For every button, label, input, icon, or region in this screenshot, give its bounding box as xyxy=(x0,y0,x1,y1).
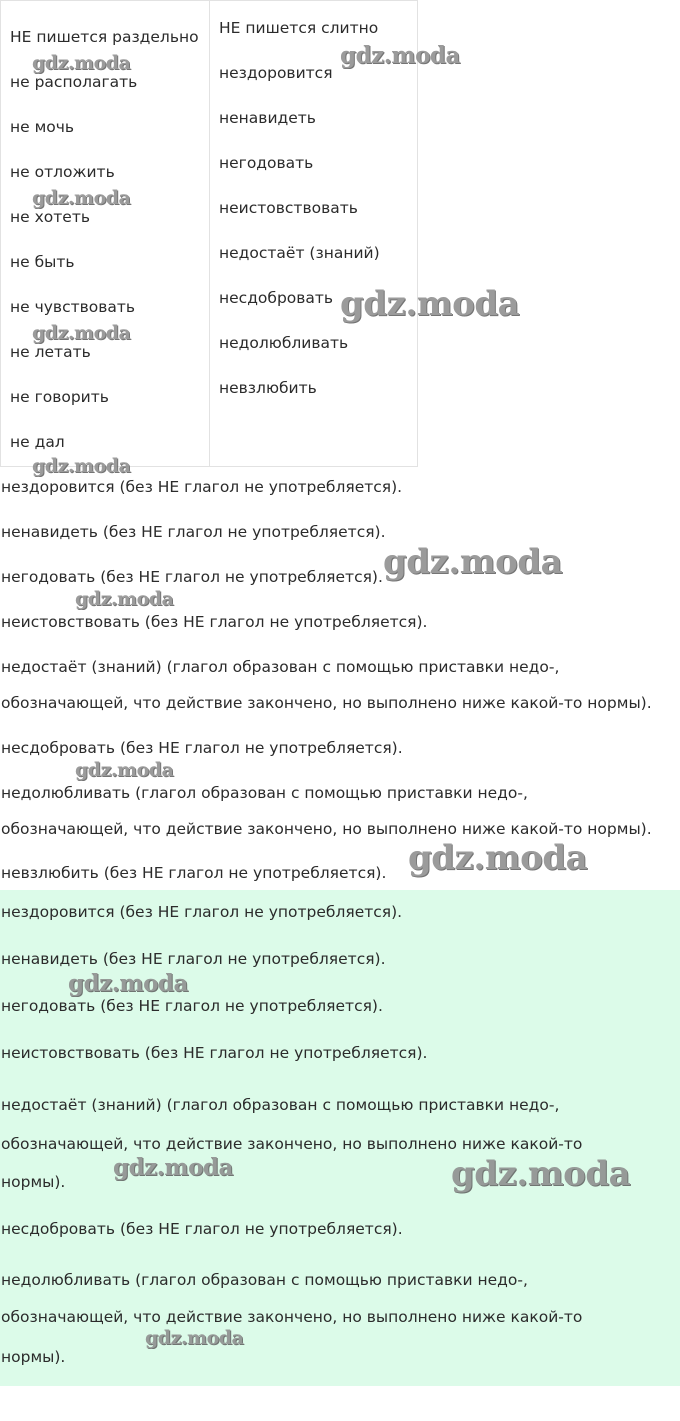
answer-line: негодовать (без НЕ глагол не употребляется). xyxy=(1,997,383,1015)
answer-line: несдобровать (без НЕ глагол не употребляется). xyxy=(1,1220,403,1238)
watermark: gdz.moda xyxy=(32,322,131,344)
explanation-line: неистовствовать (без НЕ глагол не употребляется). xyxy=(1,613,428,631)
table-cell: не хотеть xyxy=(10,208,90,226)
explanation-line: недостаёт (знаний) (глагол образован с помощью приставки недо-, xyxy=(1,658,560,676)
watermark: gdz.moda xyxy=(340,284,520,324)
table-cell: недолюбливать xyxy=(219,334,349,352)
table-cell: негодовать xyxy=(219,154,314,172)
explanation-line: нездоровится (без НЕ глагол не употребляется). xyxy=(1,478,403,496)
table-cell: не говорить xyxy=(10,388,109,406)
table-cell: не быть xyxy=(10,253,75,271)
explanation-line: обозначающей, что действие закончено, но выполнено ниже какой-то нормы). xyxy=(1,820,652,838)
table-cell: не чувствовать xyxy=(10,298,136,316)
table-cell: несдобровать xyxy=(219,289,334,307)
table-cell: не отложить xyxy=(10,163,115,181)
watermark: gdz.moda xyxy=(113,1154,233,1181)
explanation-line: ненавидеть (без НЕ глагол не употребляется). xyxy=(1,523,386,541)
answer-line: неистовствовать (без НЕ глагол не употребляется). xyxy=(1,1044,428,1062)
watermark: gdz.moda xyxy=(145,1327,244,1349)
explanation-line: негодовать (без НЕ глагол не употребляется). xyxy=(1,568,383,586)
watermark: gdz.moda xyxy=(451,1154,631,1194)
explanation-line: несдобровать (без НЕ глагол не употребляется). xyxy=(1,739,403,757)
watermark: gdz.moda xyxy=(32,52,131,74)
table-header-together: НЕ пишется слитно xyxy=(219,19,379,37)
table-header-separate: НЕ пишется раздельно xyxy=(10,28,199,46)
table-cell: неистовствовать xyxy=(219,199,358,217)
answer-line: обозначающей, что действие закончено, но выполнено ниже какой-то xyxy=(1,1135,583,1153)
answer-line: нормы). xyxy=(1,1348,66,1366)
table-cell: нездоровится xyxy=(219,64,333,82)
answer-line: ненавидеть (без НЕ глагол не употребляется). xyxy=(1,950,386,968)
table-cell: недостаёт (знаний) xyxy=(219,244,380,262)
answer-line: недолюбливать (глагол образован с помощью приставки недо-, xyxy=(1,1271,528,1289)
table-cell: не мочь xyxy=(10,118,75,136)
explanation-line: недолюбливать (глагол образован с помощью приставки недо-, xyxy=(1,784,528,802)
watermark: gdz.moda xyxy=(75,588,174,610)
table-cell: не располагать xyxy=(10,73,138,91)
table-column-together xyxy=(210,1,417,466)
table-cell: невзлюбить xyxy=(219,379,317,397)
answer-line: нездоровится (без НЕ глагол не употребляется). xyxy=(1,903,403,921)
explanation-line: невзлюбить (без НЕ глагол не употребляется). xyxy=(1,864,387,882)
watermark: gdz.moda xyxy=(408,838,588,878)
answer-line: обозначающей, что действие закончено, но выполнено ниже какой-то xyxy=(1,1308,583,1326)
table-cell: не дал xyxy=(10,433,65,451)
explanation-line: обозначающей, что действие закончено, но выполнено ниже какой-то нормы). xyxy=(1,694,652,712)
watermark: gdz.moda xyxy=(32,455,131,477)
watermark: gdz.moda xyxy=(383,542,563,582)
watermark: gdz.moda xyxy=(32,187,131,209)
watermark: gdz.moda xyxy=(68,970,188,997)
answer-line: недостаёт (знаний) (глагол образован с помощью приставки недо-, xyxy=(1,1096,560,1114)
table-cell: ненавидеть xyxy=(219,109,316,127)
table-cell: не летать xyxy=(10,343,91,361)
watermark: gdz.moda xyxy=(340,42,460,69)
watermark: gdz.moda xyxy=(75,759,174,781)
answer-line: нормы). xyxy=(1,1173,66,1191)
